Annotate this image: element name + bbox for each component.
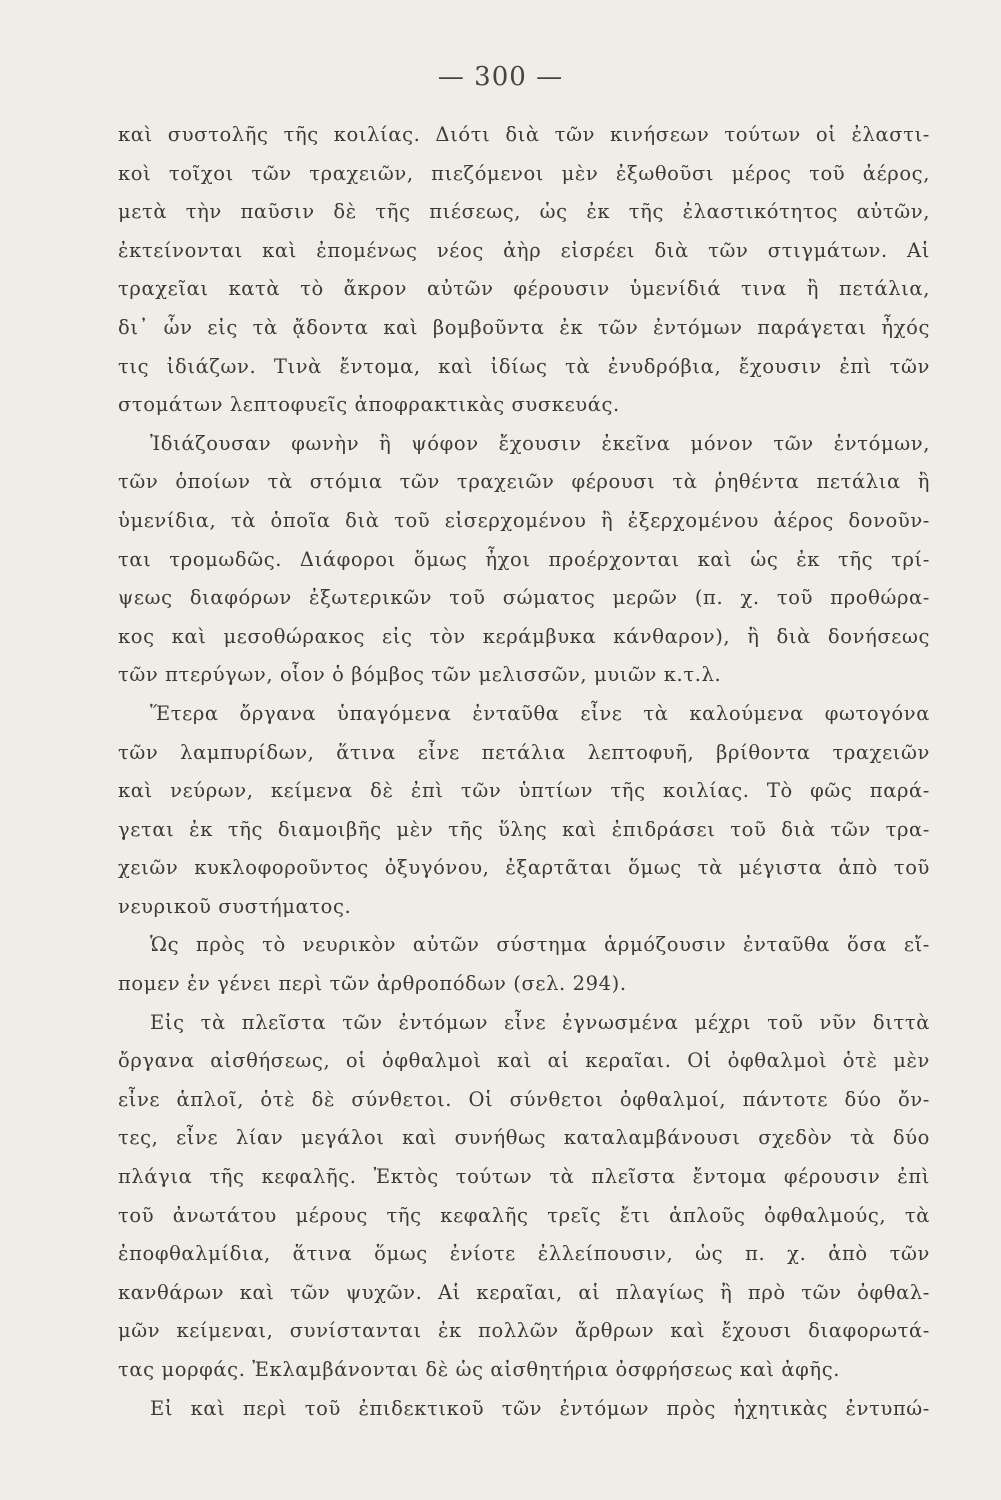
text-line: μετὰ τὴν παῦσιν δὲ τῆς πιέσεως, ὡς ἐκ τῆς ἐλαστικότητος αὐτῶν, [118, 200, 930, 224]
page-number: — 300 — [437, 62, 564, 92]
text-line: τῶν πτερύγων, οἷον ὁ βόμβος τῶν μελισσῶν, μυιῶν κ.τ.λ. [118, 663, 722, 687]
text-line: τας μορφάς. Ἐκλαμβάνονται δὲ ὡς αἰσθητήρια ὀσφρήσεως καὶ ἀφῆς. [118, 1358, 841, 1381]
text-line: γεται ἐκ τῆς διαμοιβῆς μὲν τῆς ὕλης καὶ ἐπιδράσει τοῦ διὰ τῶν τρα- [118, 817, 930, 841]
text-line: τοῦ ἀνωτάτου μέρους τῆς κεφαλῆς τρεῖς ἔτι ἁπλοῦς ὀφθαλμούς, τὰ [118, 1203, 930, 1227]
text-line: ἐκτείνονται καὶ ἐπομένως νέος ἀὴρ εἰσρέει διὰ τῶν στιγμάτων. Αἱ [118, 238, 930, 262]
text-line: πομεν ἐν γένει περὶ τῶν ἀρθροπόδων (σελ. 294). [118, 972, 627, 996]
text-line: μῶν κείμεναι, συνίστανται ἐκ πολλῶν ἄρθρων καὶ ἔχουσι διαφορωτά- [118, 1319, 930, 1343]
text-line: Εἰ καὶ περὶ τοῦ ἐπιδεκτικοῦ τῶν ἐντόμων πρὸς ἠχητικὰς ἐντυπώ- [150, 1396, 930, 1420]
text-line: τις ἰδιάζων. Τινὰ ἔντομα, καὶ ἰδίως τὰ ἐνυδρόβια, ἔχουσιν ἐπὶ τῶν [118, 354, 930, 378]
text-line: Εἰς τὰ πλεῖστα τῶν ἐντόμων εἶνε ἐγνωσμένα μέχρι τοῦ νῦν διττὰ [150, 1010, 930, 1034]
text-line: ψεως διαφόρων ἐξωτερικῶν τοῦ σώματος μερῶν (π. χ. τοῦ προθώρα- [118, 586, 930, 610]
text-line: τῶν ὁποίων τὰ στόμια τῶν τραχειῶν φέρουσι τὰ ῥηθέντα πετάλια ἢ [118, 470, 930, 494]
text-line: καὶ νεύρων, κείμενα δὲ ἐπὶ τῶν ὑπτίων τῆς κοιλίας. Τὸ φῶς παρά- [118, 779, 930, 803]
text-line: δι᾽ ὧν εἰς τὰ ᾄδοντα καὶ βομβοῦντα ἐκ τῶν ἐντόμων παράγεται ἦχός [118, 315, 930, 339]
body-text [118, 116, 930, 1428]
text-line: εἶνε ἁπλοῖ, ὁτὲ δὲ σύνθετοι. Οἱ σύνθετοι ὀφθαλμοί, πάντοτε δύο ὄν- [118, 1087, 930, 1111]
text-line: ὄργανα αἰσθήσεως, οἱ ὀφθαλμοὶ καὶ αἱ κεραῖαι. Οἱ ὀφθαλμοὶ ὁτὲ μὲν [118, 1049, 930, 1073]
text-line: Ὡς πρὸς τὸ νευρικὸν αὐτῶν σύστημα ἁρμόζουσιν ἐνταῦθα ὅσα εἴ- [150, 933, 930, 957]
text-line: ὑμενίδια, τὰ ὁποῖα διὰ τοῦ εἰσερχομένου ἢ ἐξερχομένου ἀέρος δονοῦν- [118, 508, 930, 532]
text-line: τραχεῖαι κατὰ τὸ ἄκρον αὐτῶν φέρουσιν ὑμενίδιά τινα ἢ πετάλια, [118, 277, 930, 301]
text-line: κανθάρων καὶ τῶν ψυχῶν. Αἱ κεραῖαι, αἱ πλαγίως ἢ πρὸ τῶν ὀφθαλ- [118, 1280, 930, 1304]
text-line: νευρικοῦ συστήματος. [118, 894, 352, 918]
text-line: κοὶ τοῖχοι τῶν τραχειῶν, πιεζόμενοι μὲν ἐξωθοῦσι μέρος τοῦ ἀέρος, [118, 161, 930, 185]
text-line: χειῶν κυκλοφοροῦντος ὀξυγόνου, ἐξαρτᾶται ὅμως τὰ μέγιστα ἀπὸ τοῦ [118, 856, 930, 880]
text-line: τῶν λαμπυρίδων, ἅτινα εἶνε πετάλια λεπτοφυῆ, βρίθοντα τραχειῶν [118, 740, 930, 764]
text-line: ἐποφθαλμίδια, ἅτινα ὅμως ἐνίοτε ἐλλείπουσιν, ὡς π. χ. ἀπὸ τῶν [118, 1242, 930, 1266]
text-line: Ἕτερα ὄργανα ὑπαγόμενα ἐνταῦθα εἶνε τὰ καλούμενα φωτογόνα [150, 701, 930, 725]
text-line: καὶ συστολῆς τῆς κοιλίας. Διότι διὰ τῶν κινήσεων τούτων οἱ ἐλαστι- [118, 123, 930, 146]
text-line: πλάγια τῆς κεφαλῆς. Ἐκτὸς τούτων τὰ πλεῖστα ἔντομα φέρουσιν ἐπὶ [118, 1165, 930, 1189]
text-line: ται τρομωδῶς. Διάφοροι ὅμως ἦχοι προέρχονται καὶ ὡς ἐκ τῆς τρί- [118, 547, 930, 571]
text-line: Ἰδιάζουσαν φωνὴν ἢ ψόφον ἔχουσιν ἐκεῖνα μόνον τῶν ἐντόμων, [150, 431, 930, 455]
text-line: στομάτων λεπτοφυεῖς ἀποφρακτικὰς συσκευάς. [118, 393, 620, 417]
text-line: κος καὶ μεσοθώρακος εἰς τὸν κεράμβυκα κάνθαρον), ἢ διὰ δονήσεως [118, 624, 930, 648]
text-line: τες, εἶνε λίαν μεγάλοι καὶ συνήθως καταλαμβάνουσι σχεδὸν τὰ δύο [118, 1126, 930, 1150]
